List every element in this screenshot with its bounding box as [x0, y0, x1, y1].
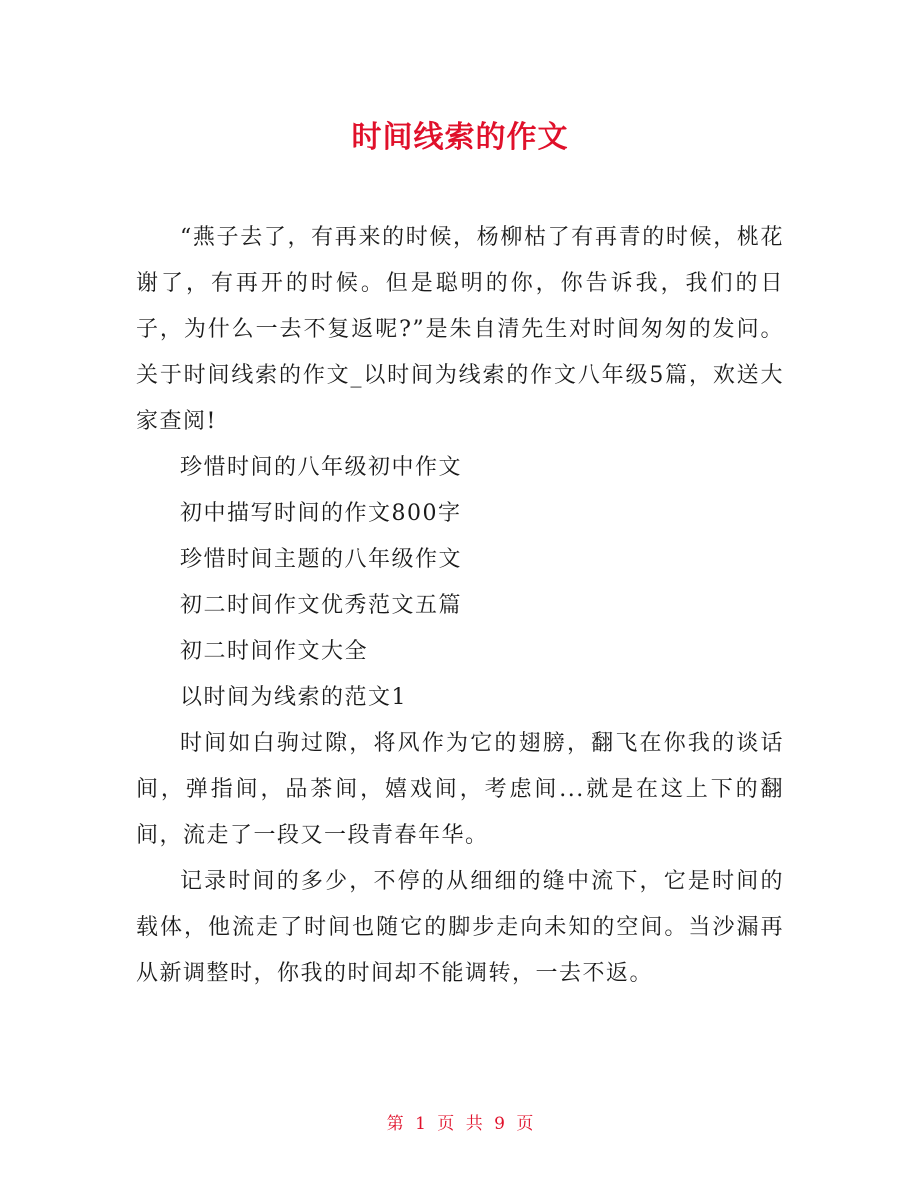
body-paragraph: 时间如白驹过隙，将风作为它的翅膀，翻飞在你我的谈话间，弹指间，品茶间，嬉戏间，考虑间...就是在这上下的翻间，流走了一段又一段青春年华。 — [136, 731, 784, 848]
page-footer: 第 1 页 共 9 页 — [386, 1114, 534, 1134]
body-paragraph: 记录时间的多少，不停的从细细的缝中流下，它是时间的载体，他流走了时间也随它的脚步走向未知的空间。当沙漏再从新调整时，你我的时间却不能调转，一去不返。 — [136, 869, 784, 986]
related-article-link[interactable]: 初中描写时间的作文800字 — [180, 501, 462, 526]
intro-paragraph: “燕子去了，有再来的时候，杨柳枯了有再青的时候，桃花谢了，有再开的时候。但是聪明的你，你告诉我，我们的日子，为什么一去不复返呢?”是朱自清先生对时间匆匆的发问。关于时间线索的作文_以时间为线索的作文八年级5篇，欢送大家查阅! — [136, 225, 784, 434]
related-article-link[interactable]: 初二时间作文大全 — [180, 639, 369, 664]
related-article-link[interactable]: 珍惜时间的八年级初中作文 — [180, 455, 463, 480]
section-heading: 以时间为线索的范文1 — [180, 685, 407, 710]
page-title: 时间线索的作文 — [351, 120, 569, 155]
related-article-link[interactable]: 初二时间作文优秀范文五篇 — [180, 593, 463, 618]
document-body — [136, 215, 784, 997]
related-article-link[interactable]: 珍惜时间主题的八年级作文 — [180, 547, 463, 572]
